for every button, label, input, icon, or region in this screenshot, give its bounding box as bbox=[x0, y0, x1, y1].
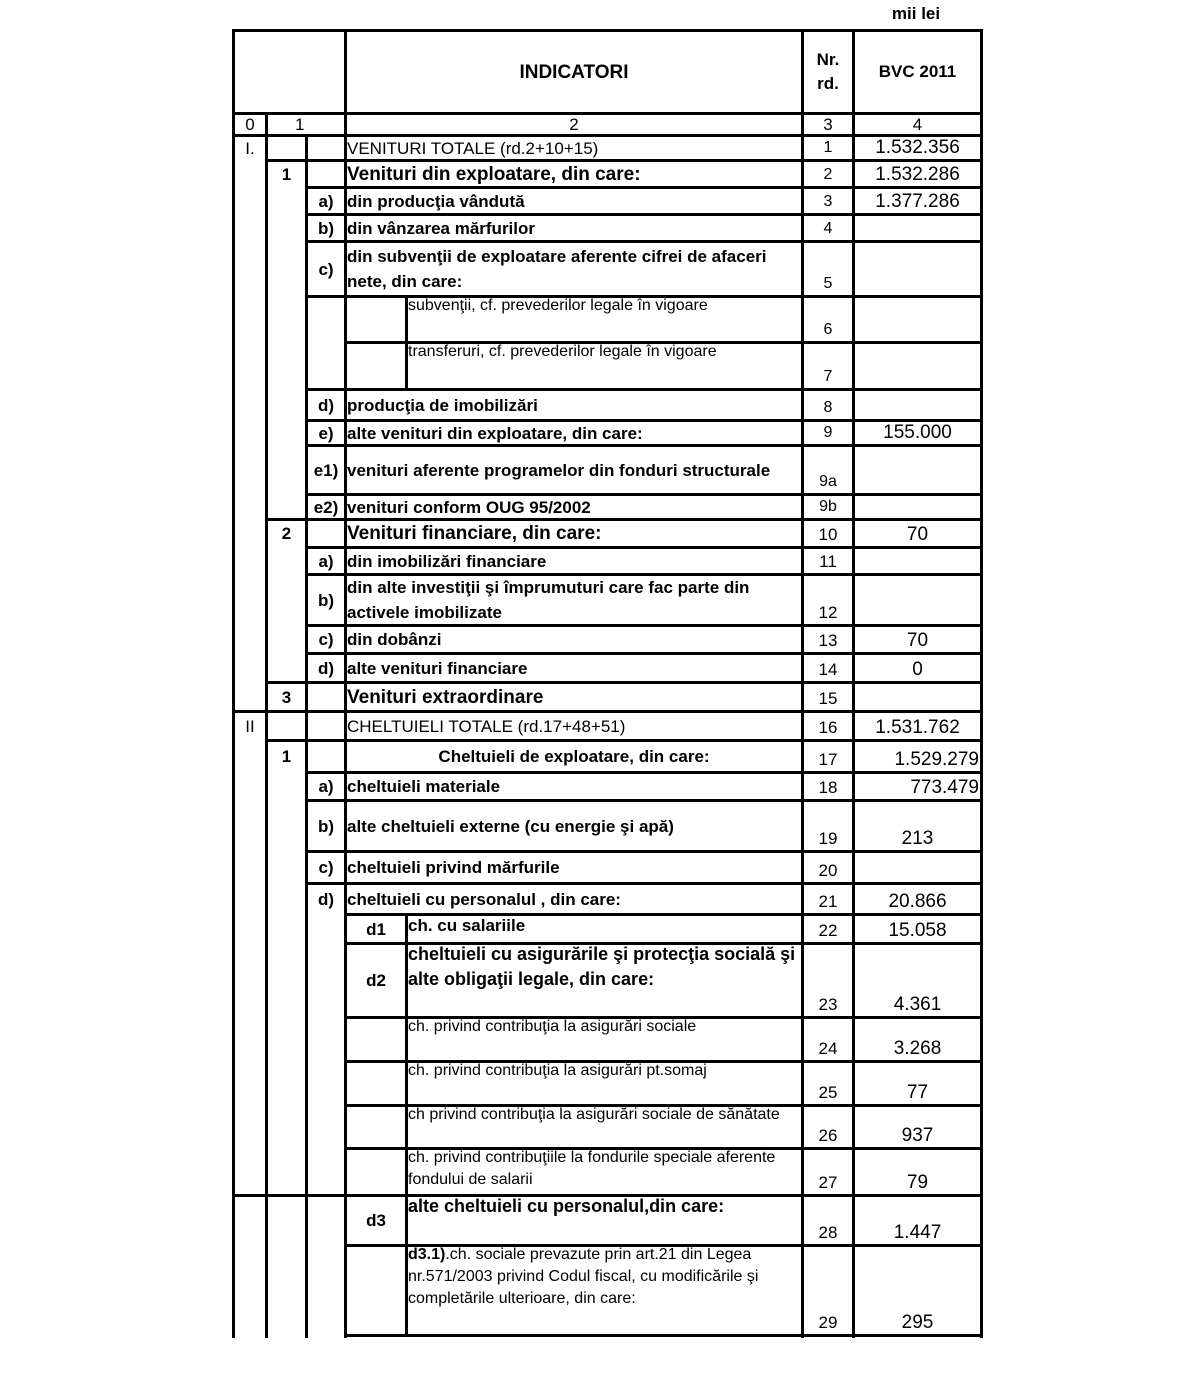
row-number: 9a bbox=[819, 473, 837, 490]
row-value: 20.866 bbox=[888, 891, 947, 912]
row-number: 9 bbox=[823, 424, 833, 441]
row-number: 20 bbox=[818, 861, 838, 880]
row-sub-code: d3 bbox=[366, 1211, 386, 1230]
row-number: 3 bbox=[823, 193, 833, 210]
row-value: 70 bbox=[906, 524, 929, 545]
row-section-number: 3 bbox=[281, 687, 292, 707]
row-label: Venituri financiare, din care: bbox=[347, 523, 602, 544]
row-value: 213 bbox=[901, 828, 934, 849]
row-value: 295 bbox=[901, 1312, 934, 1333]
row-value: 79 bbox=[906, 1172, 929, 1193]
row-number: 27 bbox=[818, 1173, 838, 1192]
row-letter: a) bbox=[318, 777, 334, 796]
row-value bbox=[852, 213, 983, 243]
row-label: Venituri extraordinare bbox=[347, 686, 544, 708]
row-letter: a) bbox=[318, 191, 334, 211]
row-roman-numeral: II bbox=[245, 716, 255, 736]
row-number: 12 bbox=[818, 603, 838, 622]
row-value bbox=[852, 573, 983, 627]
row-number: 14 bbox=[818, 660, 838, 679]
row-number: 15 bbox=[818, 689, 838, 708]
row-value: 1.532.356 bbox=[875, 137, 960, 158]
row-number: 8 bbox=[823, 399, 833, 416]
row-section-number: 2 bbox=[281, 524, 292, 543]
row-label: ch. cu salariile bbox=[408, 916, 526, 935]
header-indicatori: INDICATORI bbox=[519, 61, 629, 83]
row-value bbox=[852, 341, 983, 391]
col-index-2: 2 bbox=[569, 115, 579, 134]
row-value: 773.479 bbox=[910, 777, 979, 798]
row-label: Cheltuieli de exploatare, din care: bbox=[438, 747, 710, 766]
col-index-3: 3 bbox=[823, 115, 833, 134]
row-value: 155.000 bbox=[883, 422, 952, 443]
row-label: din imobilizări financiare bbox=[347, 551, 547, 571]
grid-line bbox=[305, 134, 308, 1338]
row-label: producţia de imobilizări bbox=[347, 395, 538, 415]
row-value bbox=[852, 681, 983, 713]
row-number: 23 bbox=[818, 995, 838, 1014]
row-label: cheltuieli privind mărfurile bbox=[347, 858, 560, 877]
row-value: 70 bbox=[906, 630, 929, 651]
row-label bbox=[405, 1244, 804, 1337]
col-index-0: 0 bbox=[245, 115, 255, 134]
row-letter: e) bbox=[318, 423, 334, 443]
row-value bbox=[852, 546, 983, 576]
row-section-number: 1 bbox=[281, 747, 292, 766]
row-value bbox=[852, 850, 983, 885]
row-label: cheltuieli materiale bbox=[347, 777, 501, 796]
row-number: 13 bbox=[818, 631, 838, 650]
row-label: din alte investiţii şi împrumuturi care fac parte din activele imobilizate bbox=[347, 578, 750, 622]
row-number: 10 bbox=[818, 525, 838, 544]
row-value: 4.361 bbox=[893, 994, 942, 1015]
grid-line bbox=[232, 29, 235, 1338]
row-value: 1.447 bbox=[893, 1222, 942, 1243]
row-label: Venituri din exploatare, din care: bbox=[347, 163, 641, 185]
row-value bbox=[852, 444, 983, 496]
row-letter: d) bbox=[317, 889, 335, 909]
row-number: 11 bbox=[819, 552, 837, 571]
row-number: 18 bbox=[818, 778, 838, 797]
header-nr-rd: Nr. rd. bbox=[816, 50, 840, 93]
row-number: 24 bbox=[818, 1039, 838, 1058]
row-value bbox=[852, 388, 983, 422]
row-letter: e1) bbox=[313, 460, 339, 480]
col-index-1: 1 bbox=[295, 115, 305, 134]
row-letter: e2) bbox=[313, 497, 339, 517]
row-value: 1.377.286 bbox=[875, 191, 960, 212]
row-label: ch. privind contribuţia la asigurări pt.somaj bbox=[408, 1062, 707, 1079]
row-number: 25 bbox=[818, 1083, 838, 1102]
row-value: 937 bbox=[901, 1125, 934, 1146]
row-letter: c) bbox=[318, 630, 334, 649]
grid-line bbox=[405, 1334, 983, 1337]
row-number: 29 bbox=[818, 1313, 838, 1332]
row-section-number: 1 bbox=[281, 164, 292, 184]
row-label: alte cheltuieli externe (cu energie şi apă) bbox=[347, 816, 674, 836]
row-letter: a) bbox=[318, 551, 334, 571]
row-label: cheltuieli cu asigurările şi protecţia socială şi alte obligaţii legale, din care: bbox=[408, 944, 796, 989]
row-label: din dobânzi bbox=[347, 630, 442, 649]
row-value: 15.058 bbox=[888, 920, 947, 941]
row-value: 77 bbox=[906, 1082, 929, 1103]
row-number: 1 bbox=[823, 139, 833, 156]
row-label: din producţia vândută bbox=[347, 191, 525, 211]
row-letter: b) bbox=[317, 218, 335, 238]
row-label: venituri aferente programelor din fonduri structurale bbox=[347, 460, 771, 480]
row-label: venituri conform OUG 95/2002 bbox=[347, 497, 591, 517]
row-number: 17 bbox=[818, 750, 838, 769]
row-label: CHELTUIELI TOTALE (rd.17+48+51) bbox=[347, 716, 626, 736]
row-letter: c) bbox=[318, 858, 334, 877]
row-number: 28 bbox=[818, 1223, 838, 1242]
row-label: din vânzarea mărfurilor bbox=[347, 218, 536, 238]
row-value: 1.531.762 bbox=[875, 717, 960, 738]
row-label: alte venituri din exploatare, din care: bbox=[347, 423, 643, 443]
row-label: cheltuieli cu personalul , din care: bbox=[347, 889, 621, 909]
row-number: 2 bbox=[823, 166, 833, 183]
row-number: 21 bbox=[818, 892, 838, 911]
row-number: 19 bbox=[818, 829, 838, 848]
row-label-code: d3.1) bbox=[408, 1246, 446, 1263]
row-label: ch. privind contribuţia la asigurări sociale bbox=[408, 1018, 697, 1035]
row-number: 22 bbox=[818, 921, 838, 940]
row-value bbox=[852, 493, 983, 521]
row-sub-code: d2 bbox=[366, 971, 386, 990]
row-sub-code: d1 bbox=[366, 919, 386, 939]
row-letter: c) bbox=[318, 259, 334, 279]
row-letter: d) bbox=[317, 658, 335, 678]
row-value bbox=[852, 295, 983, 344]
row-number: 5 bbox=[823, 275, 833, 292]
row-label-text: .ch. sociale prevazute prin art.21 din Legea nr.571/2003 privind Codul fiscal, cu modificările şi completările ulterioare, din care: bbox=[408, 1246, 759, 1307]
row-label: VENITURI TOTALE (rd.2+10+15) bbox=[347, 138, 599, 158]
row-label: alte cheltuieli cu personalul,din care: bbox=[408, 1196, 725, 1216]
row-value: 0 bbox=[912, 659, 923, 680]
row-value: 1.529.279 bbox=[894, 749, 979, 770]
row-number: 4 bbox=[823, 220, 833, 237]
row-label: subvenţii, cf. prevederilor legale în vigoare bbox=[408, 297, 708, 314]
row-label: din subvenţii de exploatare aferente cifrei de afaceri nete, din care: bbox=[347, 247, 767, 291]
row-value bbox=[852, 240, 983, 298]
row-label: ch. privind contribuţiile la fondurile speciale aferente fondului de salarii bbox=[408, 1149, 776, 1188]
row-label: transferuri, cf. prevederilor legale în vigoare bbox=[408, 343, 717, 360]
row-label: alte venituri financiare bbox=[347, 658, 528, 678]
row-letter: b) bbox=[317, 590, 335, 610]
row-letter: b) bbox=[317, 816, 335, 836]
row-number: 26 bbox=[818, 1126, 838, 1145]
unit-label: mii lei bbox=[891, 4, 941, 23]
row-number: 7 bbox=[823, 368, 833, 385]
row-value: 1.532.286 bbox=[875, 164, 960, 185]
row-roman-numeral: I. bbox=[245, 138, 255, 158]
header-bvc: BVC 2011 bbox=[878, 62, 957, 81]
row-letter: d) bbox=[317, 395, 335, 415]
row-number: 6 bbox=[823, 321, 833, 338]
row-number: 16 bbox=[818, 718, 838, 737]
col-index-4: 4 bbox=[912, 115, 923, 134]
row-label: ch privind contribuţia la asigurări sociale de sănătate bbox=[408, 1106, 780, 1123]
row-value: 3.268 bbox=[893, 1038, 942, 1059]
row-number: 9b bbox=[819, 498, 837, 515]
